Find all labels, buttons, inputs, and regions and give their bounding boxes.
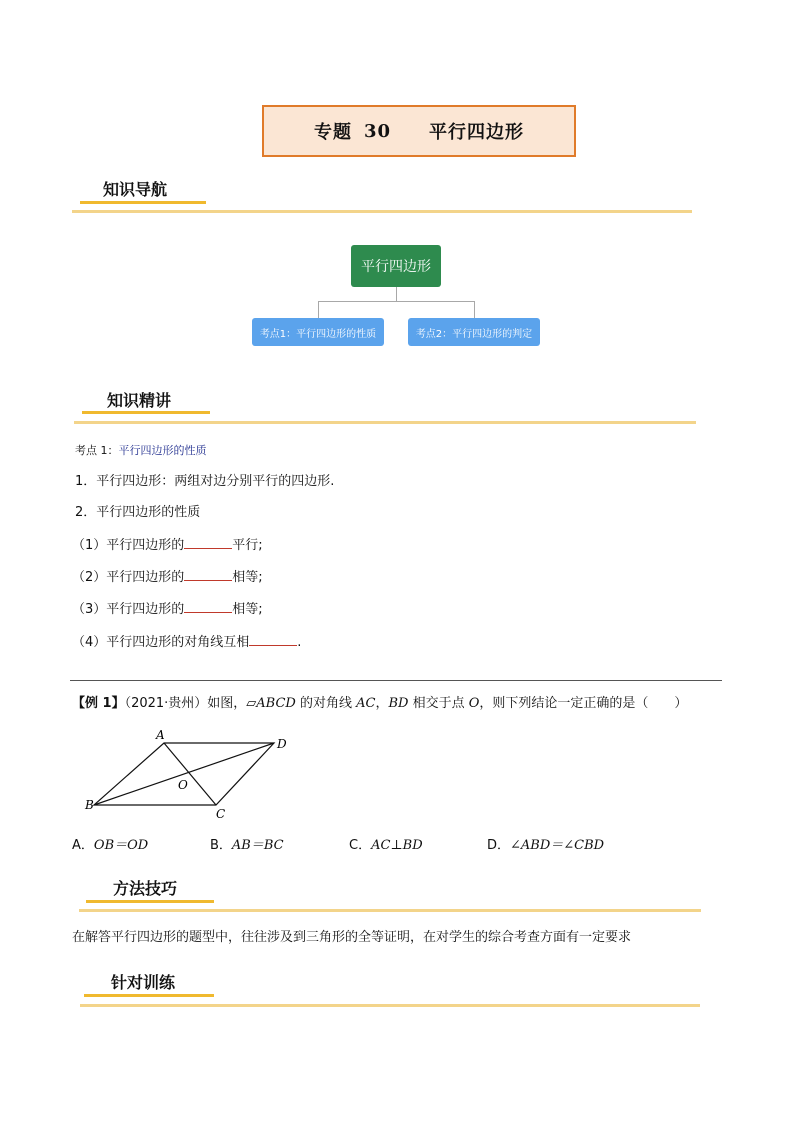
mindmap-connector xyxy=(474,301,475,318)
option-text: OB＝OD xyxy=(93,838,149,853)
section-rule-training xyxy=(80,1004,700,1007)
option-text: AC⊥BD xyxy=(371,838,423,853)
title-label: 专题 xyxy=(313,122,352,143)
property-2-end: 相等; xyxy=(232,570,263,585)
option-letter: C． xyxy=(349,838,372,853)
fill-blank xyxy=(184,535,232,549)
section-underline-training xyxy=(84,994,214,997)
vertex-label-b: B xyxy=(85,798,94,812)
parallelogram-figure xyxy=(80,725,310,825)
kaodian-topic: 平行四边形的性质 xyxy=(118,444,207,457)
option-text: ∠ABD＝∠CBD xyxy=(510,838,605,853)
definition-line: 1．平行四边形：两组对边分别平行的四边形. xyxy=(75,474,335,489)
diagonal-ac xyxy=(164,743,216,805)
mindmap-node-2: 考点2：平行四边形的判定 xyxy=(408,318,540,346)
example-text: ，则下列结论一定正确的是（ ） xyxy=(479,696,688,711)
example-text: 相交于点 xyxy=(408,696,469,711)
page-title xyxy=(262,105,576,157)
example-tag: 【例 1】 xyxy=(72,696,125,711)
example-text: ， xyxy=(375,696,389,711)
property-4-text: （4）平行四边形的对角线互相 xyxy=(72,635,250,650)
example-question xyxy=(72,695,687,713)
mindmap-connector xyxy=(318,301,319,318)
section-rule-nav xyxy=(72,210,692,213)
section-underline-lecture xyxy=(82,411,210,414)
title-number: 30 xyxy=(363,120,392,142)
section-rule-lecture xyxy=(74,421,696,424)
example-diagonal-ac: AC xyxy=(356,696,376,711)
divider xyxy=(70,680,722,681)
property-2 xyxy=(72,567,263,587)
property-4 xyxy=(72,632,301,652)
fill-blank xyxy=(184,567,232,581)
option-b[interactable] xyxy=(210,834,284,853)
method-text: 在解答平行四边形的题型中，往往涉及到三角形的全等证明，在对学生的综合考查方面有一定要求 xyxy=(72,930,632,945)
property-4-end: . xyxy=(297,635,302,650)
option-letter: A． xyxy=(72,838,94,853)
mindmap-node-1: 考点1：平行四边形的性质 xyxy=(252,318,384,346)
example-diagonal-bd: BD xyxy=(388,696,409,711)
property-3 xyxy=(72,599,263,619)
section-underline-nav xyxy=(80,201,206,204)
property-1-end: 平行; xyxy=(232,538,263,553)
vertex-label-c: C xyxy=(216,807,226,821)
point-label-o: O xyxy=(178,778,188,792)
property-2-text: （2）平行四边形的 xyxy=(72,570,185,585)
section-heading-nav: 知识导航 xyxy=(103,180,168,199)
option-letter: D． xyxy=(487,838,511,853)
section-rule-methods xyxy=(79,909,701,912)
option-letter: B． xyxy=(210,838,232,853)
vertex-label-a: A xyxy=(156,728,165,742)
property-1 xyxy=(72,535,263,555)
fill-blank xyxy=(249,632,297,646)
option-d[interactable] xyxy=(487,834,604,853)
option-a[interactable] xyxy=(72,834,148,853)
kaodian-label: 考点 1： xyxy=(75,444,119,457)
section-underline-methods xyxy=(86,900,214,903)
section-heading-lecture: 知识精讲 xyxy=(107,391,172,410)
section-heading-training: 针对训练 xyxy=(111,973,176,992)
vertex-label-d: D xyxy=(277,737,287,751)
kaodian-heading xyxy=(75,442,207,460)
title-topic: 平行四边形 xyxy=(429,122,525,143)
mindmap-root: 平行四边形 xyxy=(351,245,441,287)
property-1-text: （1）平行四边形的 xyxy=(72,538,185,553)
section-heading-methods: 方法技巧 xyxy=(113,879,178,898)
example-point-o: O xyxy=(468,696,480,711)
property-3-text: （3）平行四边形的 xyxy=(72,602,185,617)
example-shape: ▱ABCD xyxy=(246,696,296,711)
option-c[interactable] xyxy=(349,834,423,853)
properties-heading: 2．平行四边形的性质 xyxy=(75,505,201,520)
mindmap-connector xyxy=(396,287,397,301)
example-source: （2021·贵州）如图， xyxy=(124,696,247,711)
property-3-end: 相等; xyxy=(232,602,263,617)
example-text: 的对角线 xyxy=(295,696,357,711)
fill-blank xyxy=(184,599,232,613)
option-text: AB＝BC xyxy=(231,838,284,853)
mindmap-connector xyxy=(318,301,475,302)
diagonal-bd xyxy=(94,743,274,805)
